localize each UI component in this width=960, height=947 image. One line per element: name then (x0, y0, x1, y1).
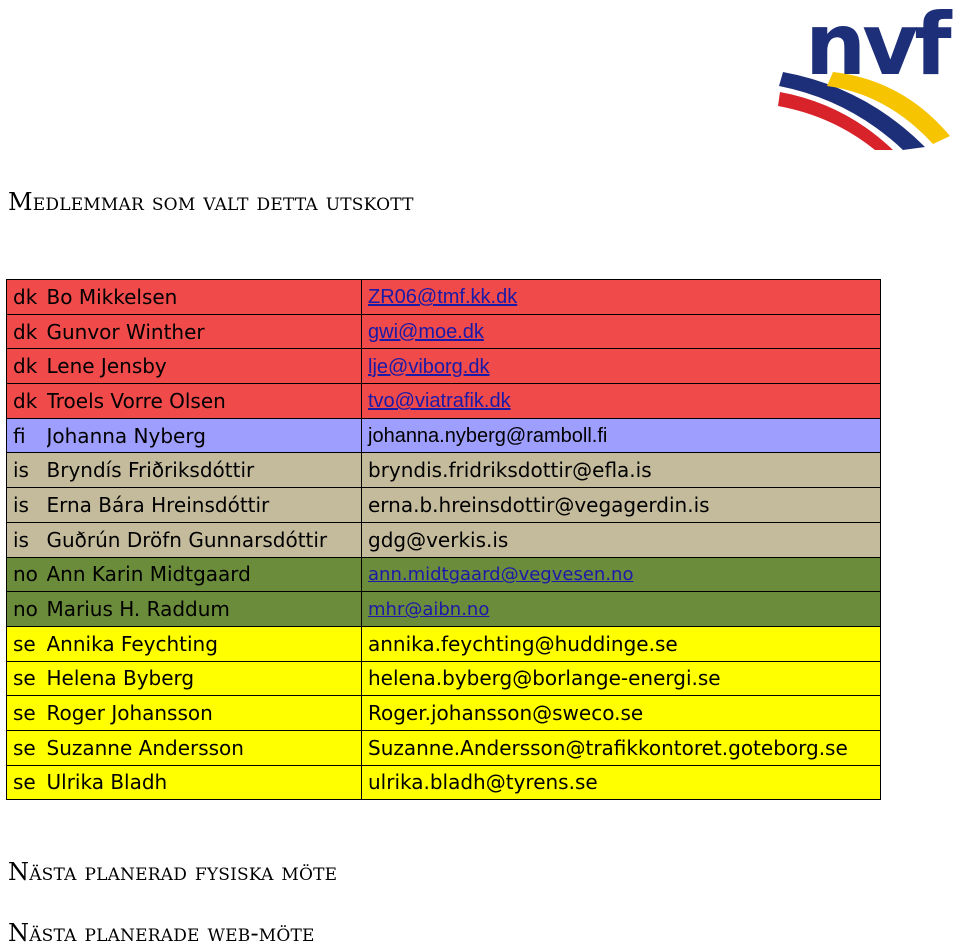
country-code: se (7, 696, 47, 731)
email-cell (362, 661, 881, 696)
email-link[interactable]: annika.feychting@huddinge.se (368, 631, 678, 656)
email-cell (362, 696, 881, 731)
email-link[interactable]: tvo@viatrafik.dk (368, 390, 511, 413)
table-row (7, 765, 881, 800)
email-link[interactable]: Suzanne.Andersson@trafikkontoret.goteborg.se (368, 735, 848, 760)
email-cell (362, 522, 881, 557)
member-name: Bo Mikkelsen (47, 280, 362, 315)
country-code: dk (7, 280, 47, 315)
table-row (7, 488, 881, 523)
table-row (7, 453, 881, 488)
email-link[interactable]: ulrika.bladh@tyrens.se (368, 770, 598, 795)
country-code: no (7, 557, 47, 592)
table-row (7, 280, 881, 315)
country-code: dk (7, 314, 47, 349)
table-row (7, 418, 881, 453)
member-name: Roger Johansson (47, 696, 362, 731)
email-cell (362, 626, 881, 661)
table-row (7, 592, 881, 627)
email-cell (362, 557, 881, 592)
email-cell (362, 730, 881, 765)
email-link[interactable]: mhr@aibn.no (368, 599, 490, 621)
email-link[interactable]: johanna.nyberg@ramboll.fi (368, 425, 608, 448)
table-row (7, 522, 881, 557)
email-link[interactable]: ZR06@tmf.kk.dk (368, 286, 518, 309)
next-physical-meeting-heading: Nästa planerad fysiska möte (8, 858, 338, 886)
country-code: se (7, 765, 47, 800)
member-name: Erna Bára Hreinsdóttir (47, 488, 362, 523)
country-code: no (7, 592, 47, 627)
email-cell (362, 453, 881, 488)
table-row (7, 661, 881, 696)
member-name: Guðrún Dröfn Gunnarsdóttir (47, 522, 362, 557)
email-cell (362, 280, 881, 315)
member-name: Ann Karin Midtgaard (47, 557, 362, 592)
members-heading: Medlemmar som valt detta utskott (8, 188, 414, 216)
email-link[interactable]: erna.b.hreinsdottir@vegagerdin.is (368, 492, 710, 517)
email-cell (362, 592, 881, 627)
member-name: Helena Byberg (47, 661, 362, 696)
email-link[interactable]: bryndis.fridriksdottir@efla.is (368, 458, 652, 483)
country-code: se (7, 730, 47, 765)
member-name: Suzanne Andersson (47, 730, 362, 765)
country-code: dk (7, 384, 47, 419)
nvf-logo (775, 2, 960, 152)
table-row (7, 730, 881, 765)
email-link[interactable]: helena.byberg@borlange-energi.se (368, 666, 721, 691)
next-web-meeting-heading: Nästa planerade web-möte (8, 919, 315, 947)
table-row (7, 314, 881, 349)
member-name: Johanna Nyberg (47, 418, 362, 453)
member-name: Bryndís Friðriksdóttir (47, 453, 362, 488)
email-link[interactable]: Roger.johansson@sweco.se (368, 701, 644, 726)
email-link[interactable]: ann.midtgaard@vegvesen.no (368, 564, 634, 586)
country-code: se (7, 626, 47, 661)
email-link[interactable]: gdg@verkis.is (368, 527, 509, 552)
table-row (7, 384, 881, 419)
member-name: Marius H. Raddum (47, 592, 362, 627)
table-row (7, 696, 881, 731)
email-cell (362, 765, 881, 800)
member-name: Ulrika Bladh (47, 765, 362, 800)
email-cell (362, 384, 881, 419)
country-code: fi (7, 418, 47, 453)
email-cell (362, 418, 881, 453)
member-name: Lene Jensby (47, 349, 362, 384)
table-row (7, 349, 881, 384)
members-table (6, 279, 881, 800)
email-cell (362, 488, 881, 523)
table-row (7, 626, 881, 661)
member-name: Gunvor Winther (47, 314, 362, 349)
table-row (7, 557, 881, 592)
email-link[interactable]: lje@viborg.dk (368, 355, 490, 378)
country-code: dk (7, 349, 47, 384)
members-table-body (7, 280, 881, 800)
country-code: se (7, 661, 47, 696)
country-code: is (7, 522, 47, 557)
email-cell (362, 314, 881, 349)
member-name: Troels Vorre Olsen (47, 384, 362, 419)
email-cell (362, 349, 881, 384)
country-code: is (7, 488, 47, 523)
logo-wordmark: nvf (805, 2, 948, 95)
email-link[interactable]: gwi@moe.dk (368, 321, 484, 344)
member-name: Annika Feychting (47, 626, 362, 661)
country-code: is (7, 453, 47, 488)
